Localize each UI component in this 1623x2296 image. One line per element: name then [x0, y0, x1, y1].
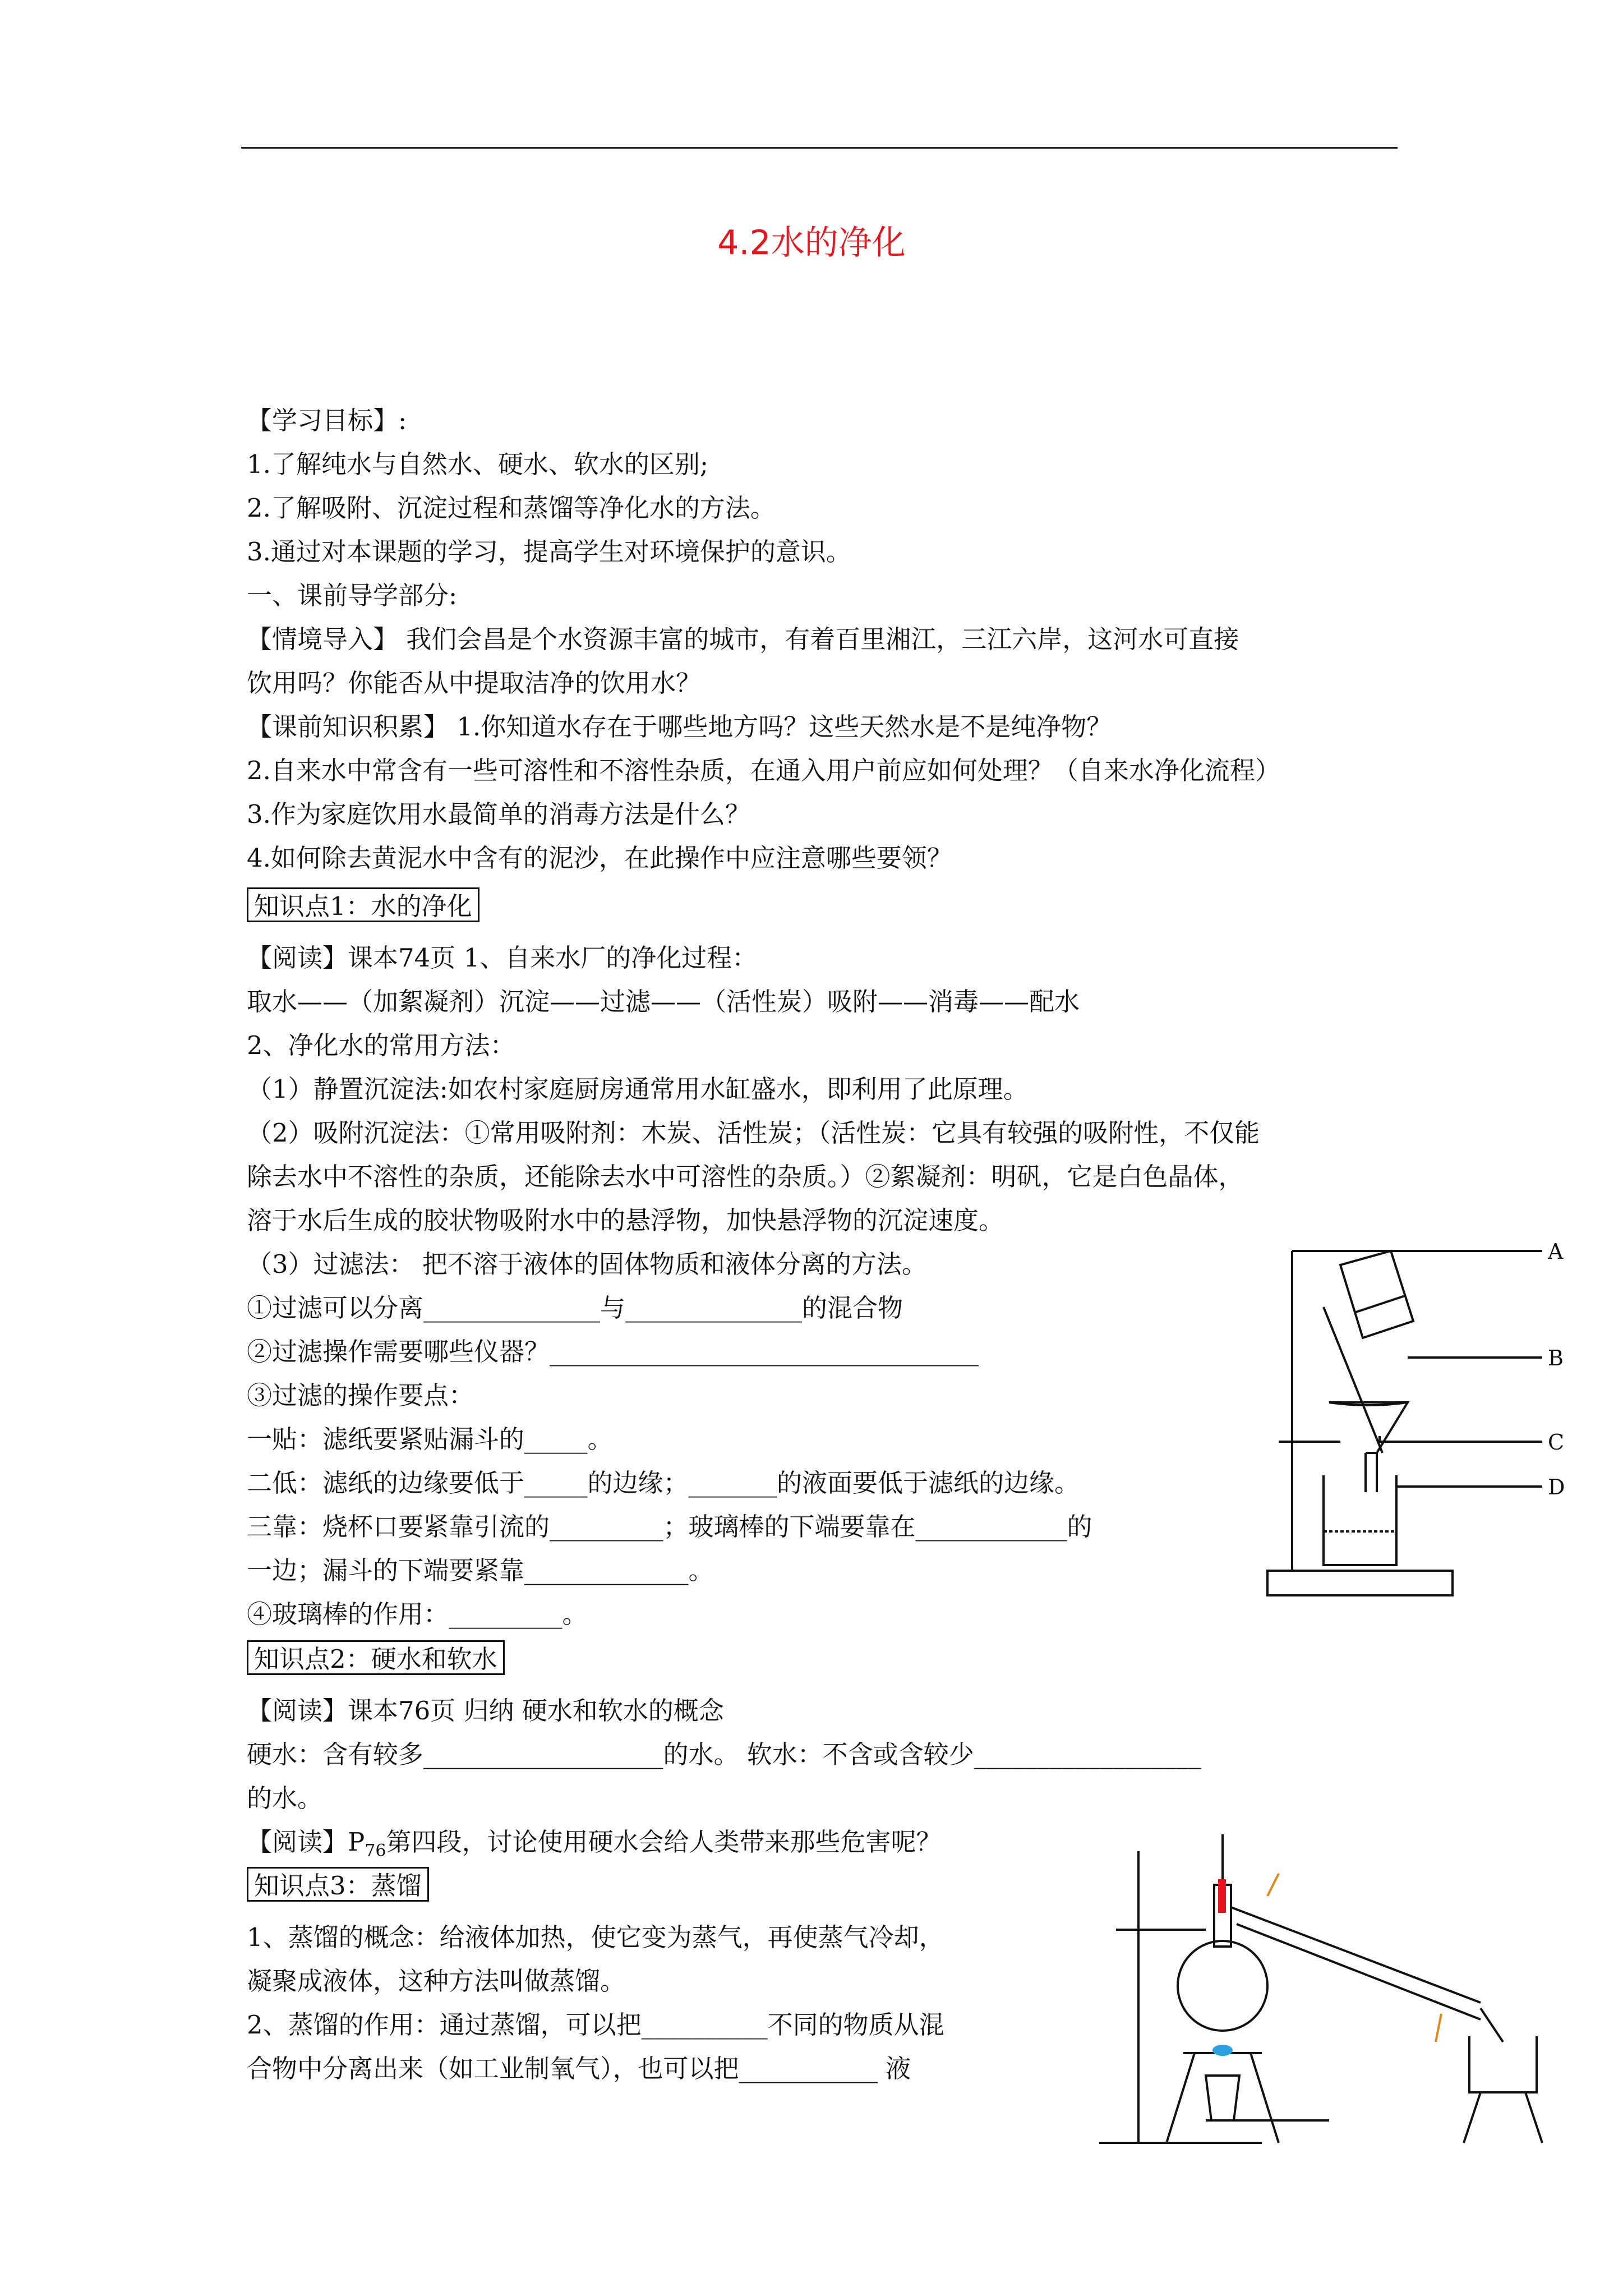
fill-blank-line: 硬水：含有较多___________________的水。 软水：不含或含较少__________________ [247, 1740, 1201, 1769]
text-line: 的水。 [247, 1783, 323, 1813]
text-line: 取水——（加絮凝剂）沉淀——过滤——（活性炭）吸附——消毒——配水 [247, 987, 1080, 1016]
water-flow-arrows [1267, 1874, 1441, 2042]
receiving-beaker [1469, 2036, 1537, 2092]
thermometer-mercury [1218, 1879, 1226, 1913]
burner [1206, 2076, 1239, 2120]
text-line: 凝聚成液体，这种方法叫做蒸馏。 [247, 1966, 626, 1996]
text-line: 除去水中不溶性的杂质，还能除去水中可溶性的杂质。）②絮凝剂：明矾，它是白色晶体， [247, 1162, 1244, 1191]
fill-blank-line: ④玻璃棒的作用：_________。 [247, 1599, 588, 1629]
glass-rod [1324, 1307, 1382, 1453]
read-suffix: 第四段，讨论使用硬水会给人类带来那些危害呢？ [386, 1827, 942, 1857]
diagram-label-c: C [1548, 1430, 1565, 1455]
text-line: （1）静置沉淀法:如农村家庭厨房通常用水缸盛水，即利用了此原理。 [247, 1074, 1029, 1104]
page-subscript: 76 [365, 1841, 386, 1861]
text-line: 【阅读】课本74页 1、自来水厂的净化过程： [247, 943, 758, 973]
text-line: 一、课前导学部分: [247, 581, 458, 610]
flame [1212, 2045, 1233, 2056]
diagram-label-b: B [1548, 1346, 1564, 1370]
section-box-distillation: 知识点3：蒸馏 [247, 1867, 429, 1902]
text-line: 3.通过对本课题的学习，提高学生对环境保护的意识。 [247, 537, 851, 567]
section-box-hard-soft-water: 知识点2：硬水和软水 [247, 1640, 505, 1675]
fill-blank-line: 一边；漏斗的下端要紧靠_____________。 [247, 1556, 714, 1585]
text-line: ③过滤的操作要点： [247, 1381, 474, 1410]
section-box-water-purification: 知识点1：水的净化 [247, 887, 479, 922]
text-line-read-p76 [247, 1826, 941, 1867]
text-line: 2.了解吸附、沉淀过程和蒸馏等净化水的方法。 [247, 493, 776, 523]
fill-blank-line: 2、蒸馏的作用：通过蒸馏，可以把__________不同的物质从混 [247, 2010, 944, 2040]
page-title: 4.2水的净化 [717, 223, 906, 263]
text-line: 1、蒸馏的概念：给液体加热，使它变为蒸气，再使蒸气冷却， [247, 1922, 944, 1952]
text-line: （2）吸附沉淀法：①常用吸附剂：木炭、活性炭；（活性炭：它具有较强的吸附性，不仅能 [247, 1118, 1260, 1148]
receiving-beaker [1324, 1475, 1396, 1565]
filtration-diagram [1256, 1240, 1570, 1604]
condenser-outer-bottom [1237, 1924, 1481, 2019]
read-prefix: 【阅读】P [247, 1827, 365, 1857]
stand-base [1267, 1571, 1453, 1595]
pouring-beaker [1340, 1251, 1413, 1338]
fill-blank-line: 二低：滤纸的边缘要低于_____的边缘；_______的液面要低于滤纸的边缘。 [247, 1468, 1080, 1498]
fill-blank-line: 一贴：滤纸要紧贴漏斗的_____。 [247, 1424, 613, 1454]
text-line: 【情境导入】 我们会昌是个水资源丰富的城市，有着百里湘江，三江六岸，这河水可直接 [247, 624, 1239, 654]
fill-blank-line: ①过滤可以分离______________与______________的混合物 [247, 1293, 903, 1323]
text-line: 2.自来水中常含有一些可溶性和不溶性杂质，在通入用户前应如何处理？（自来水净化流程） [247, 756, 1280, 785]
text-line: 【课前知识积累】 1.你知道水存在于哪些地方吗？这些天然水是不是纯净物？ [247, 712, 1112, 742]
distillation-flask [1178, 1941, 1267, 2031]
fill-blank-line: 合物中分离出来（如工业制氧气），也可以把___________ 液 [247, 2054, 911, 2083]
diagram-label-d: D [1548, 1475, 1565, 1499]
tripod [1166, 2053, 1279, 2143]
text-line: 溶于水后生成的胶状物吸附水中的悬浮物，加快悬浮物的沉淀速度。 [247, 1205, 1004, 1235]
text-line: 【阅读】课本76页 归纳 硬水和软水的概念 [247, 1696, 724, 1726]
fill-blank-line: 三靠：烧杯口要紧靠引流的_________；玻璃棒的下端要靠在____________的 [247, 1512, 1092, 1542]
diagram-label-a: A [1548, 1240, 1564, 1264]
fill-blank-line: ②过滤操作需要哪些仪器？__________________________________ [247, 1337, 979, 1366]
text-line: 【学习目标】: [247, 406, 407, 435]
text-line: （3）过滤法： 把不溶于液体的固体物质和液体分离的方法。 [247, 1249, 927, 1279]
text-line: 2、净化水的常用方法： [247, 1030, 515, 1060]
text-line: 3.作为家庭饮用水最简单的消毒方法是什么？ [247, 799, 750, 829]
text-line: 4.如何除去黄泥水中含有的泥沙，在此操作中应注意哪些要领？ [247, 843, 952, 873]
distillation-diagram [1094, 1829, 1553, 2148]
label-line-c [1380, 1436, 1542, 1442]
text-line: 饮用吗？你能否从中提取洁净的饮用水？ [247, 668, 702, 698]
header-rule [241, 147, 1398, 149]
text-line: 1.了解纯水与自然水、硬水、软水的区别; [247, 449, 709, 479]
